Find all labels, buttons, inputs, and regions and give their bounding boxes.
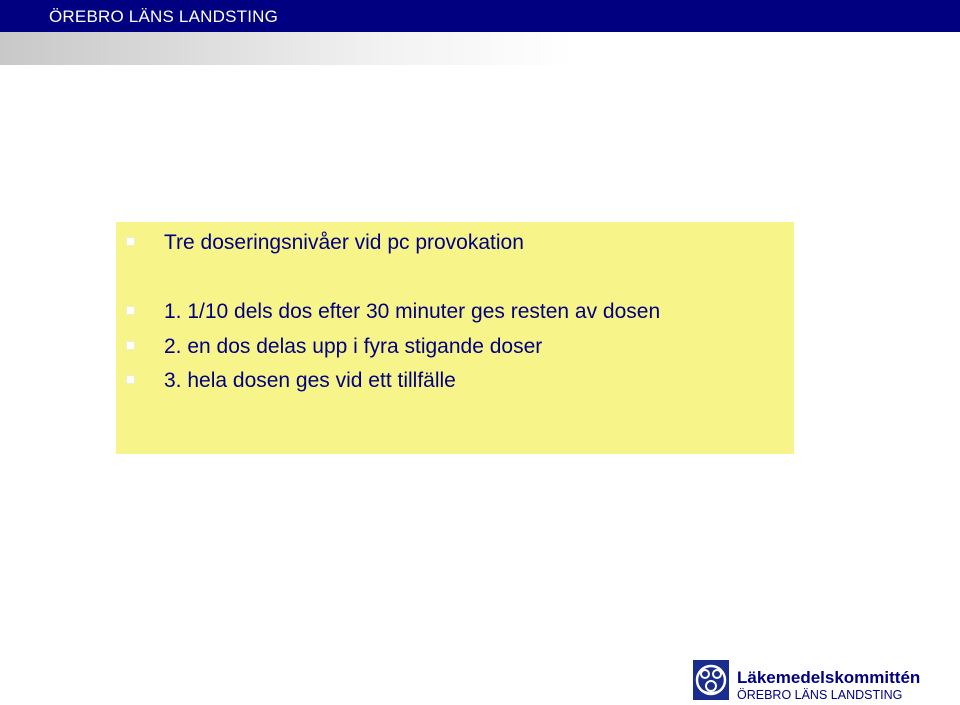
bullet-text: Tre doseringsnivåer vid pc provokation	[164, 231, 524, 254]
bullet-square-icon	[126, 237, 135, 246]
bullet-square-icon	[126, 306, 135, 315]
header-title: ÖREBRO LÄNS LANDSTING	[49, 7, 279, 26]
bullet-text: 3. hela dosen ges vid ett tillfälle	[164, 369, 456, 392]
footer-subtitle: ÖREBRO LÄNS LANDSTING	[737, 688, 903, 702]
bullet-text: 1. 1/10 dels dos efter 30 minuter ges resten av dosen	[164, 300, 661, 323]
footer-organization: Läkemedelskommittén	[737, 668, 921, 687]
header-bar	[0, 0, 960, 32]
bullet-square-icon	[126, 341, 135, 350]
bullet-text: 2. en dos delas upp i fyra stigande doser	[164, 335, 543, 358]
bullet-square-icon	[126, 375, 135, 384]
content-box	[116, 222, 794, 454]
header-gradient-strip	[0, 32, 960, 65]
landsting-logo-icon	[693, 660, 729, 700]
